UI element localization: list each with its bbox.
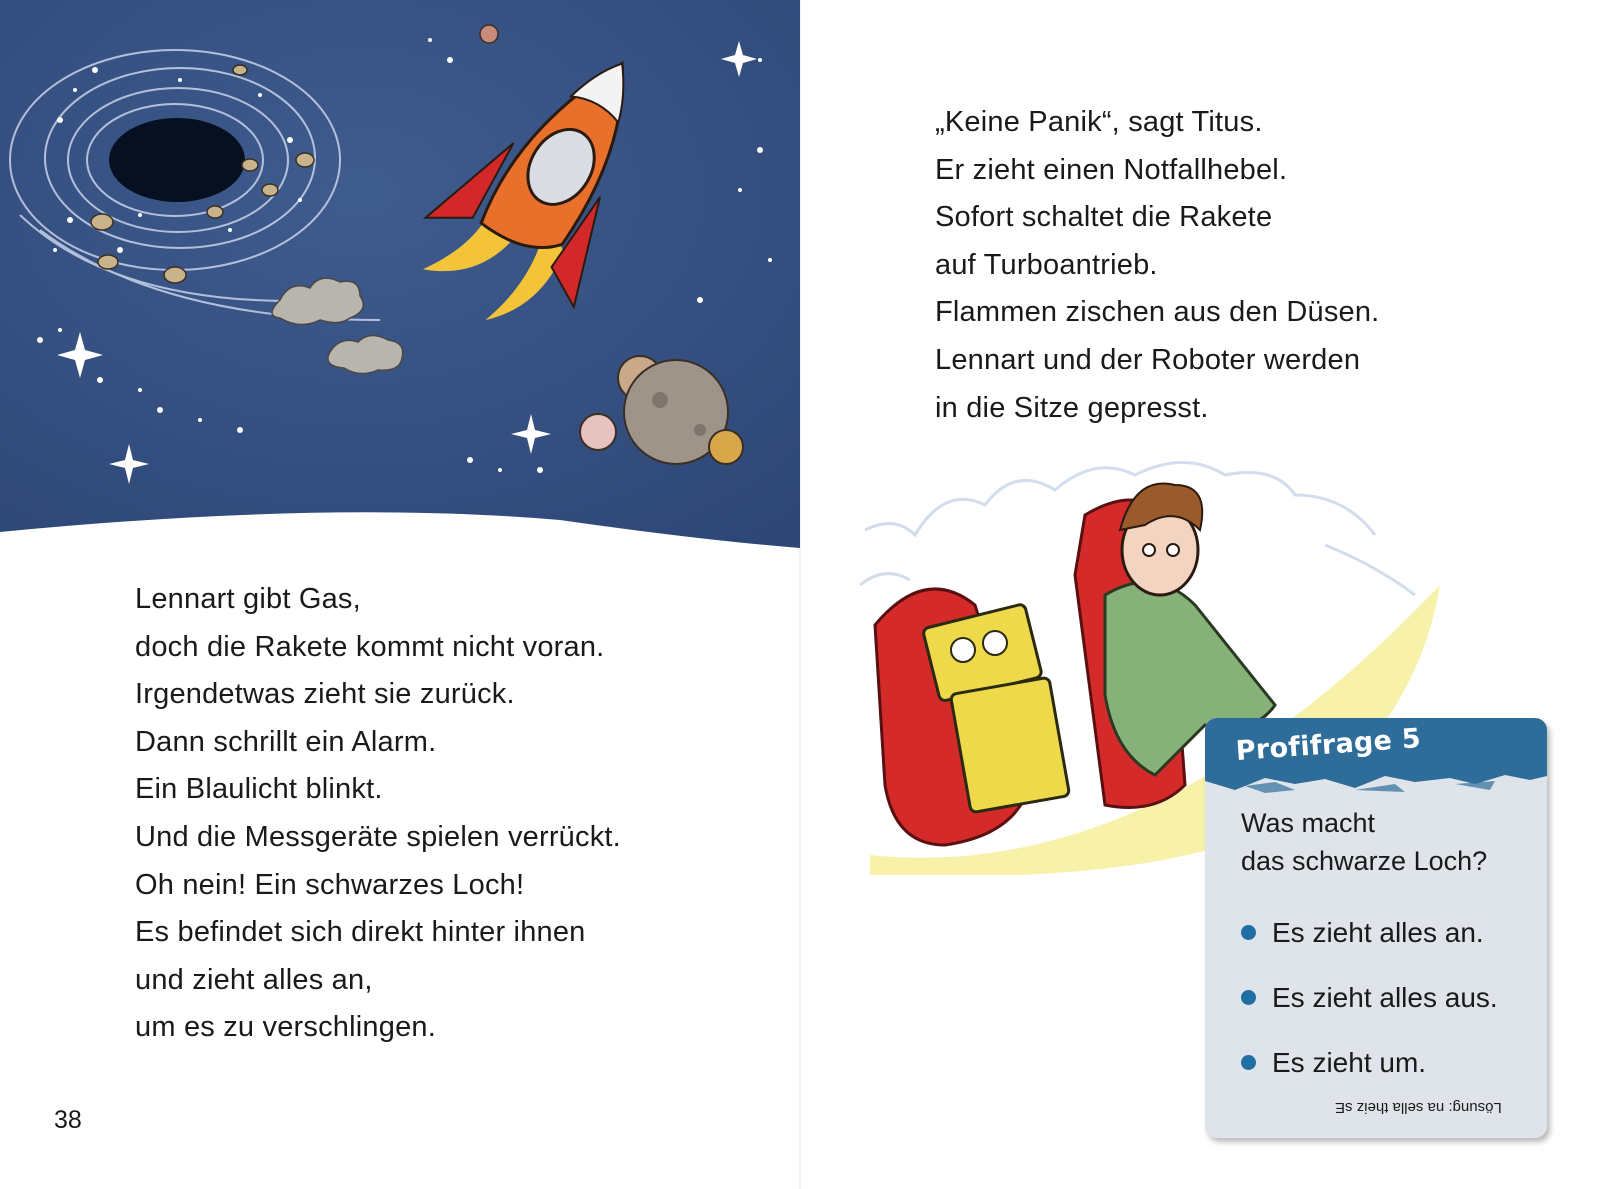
text-line: Er zieht einen Notfallhebel. [935,153,1288,186]
text-line: in die Sitze gepresst. [935,391,1209,424]
text-line: doch die Rakete kommt nicht voran. [135,630,605,663]
text-line: Dann schrillt ein Alarm. [135,725,437,758]
quiz-solution: Lösung: na sella theiz sE [1335,1099,1502,1116]
quiz-title: Profifrage 5 [1234,723,1422,767]
text-line: auf Turboantrieb. [935,248,1158,281]
quiz-options [1241,900,1498,1095]
text-line: Irgendetwas zieht sie zurück. [135,678,515,711]
page-number: 38 [54,1106,82,1134]
text-line: Oh nein! Ein schwarzes Loch! [135,868,525,901]
quiz-option [1241,965,1498,1030]
text-line: Ein Blaulicht blinkt. [135,773,383,806]
quiz-option [1241,1030,1498,1095]
bullet-icon [1241,1055,1256,1070]
text-line: „Keine Panik“, sagt Titus. [935,106,1263,138]
text-line: und zieht alles an, [135,963,373,996]
question-line: Was macht [1241,808,1376,838]
quiz-question [1241,804,1487,880]
option-label: Es zieht alles aus. [1272,981,1498,1013]
text-line: Sofort schaltet die Rakete [935,201,1273,234]
question-line: das schwarze Loch? [1241,846,1488,876]
right-paragraph [935,99,1379,432]
bullet-icon [1241,925,1256,940]
option-label: Es zieht alles an. [1272,916,1484,948]
quiz-card [1205,718,1547,1138]
text-line: Lennart gibt Gas, [135,583,361,615]
bullet-icon [1241,990,1256,1005]
left-paragraph [135,576,621,1052]
text-line: Lennart und der Roboter werden [935,343,1361,376]
quiz-option [1241,900,1498,965]
text-line: Und die Messgeräte spielen verrückt. [135,820,621,853]
option-label: Es zieht um. [1272,1046,1427,1078]
text-line: um es zu verschlingen. [135,1011,436,1044]
space-illustration [0,0,800,560]
text-line: Flammen zischen aus den Düsen. [935,296,1380,329]
text-line: Es befindet sich direkt hinter ihnen [135,916,586,949]
